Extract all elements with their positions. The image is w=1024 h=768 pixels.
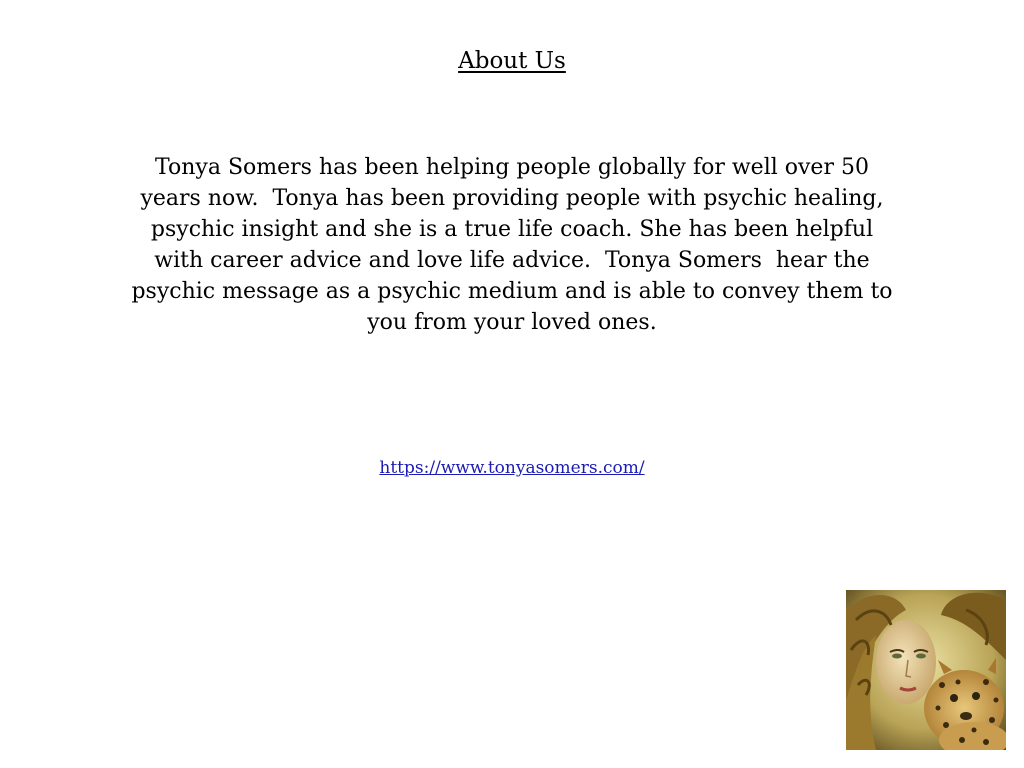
- woman-with-leopard-image: [846, 590, 1006, 750]
- about-paragraph: Tonya Somers has been helping people globally for well over 50 years now. Tonya has been providing people with psychic healing, psychic insight and she is a true life coach. She has been helpful with career advice and love life advice. Tonya Somers hear the psychic message as a psychic medium and is able to convey them to you from your loved ones.: [131, 155, 900, 335]
- page-title: About Us: [458, 48, 566, 74]
- woman-with-leopard-illustration: [846, 590, 1006, 750]
- website-link[interactable]: https://www.tonyasomers.com/: [379, 458, 645, 478]
